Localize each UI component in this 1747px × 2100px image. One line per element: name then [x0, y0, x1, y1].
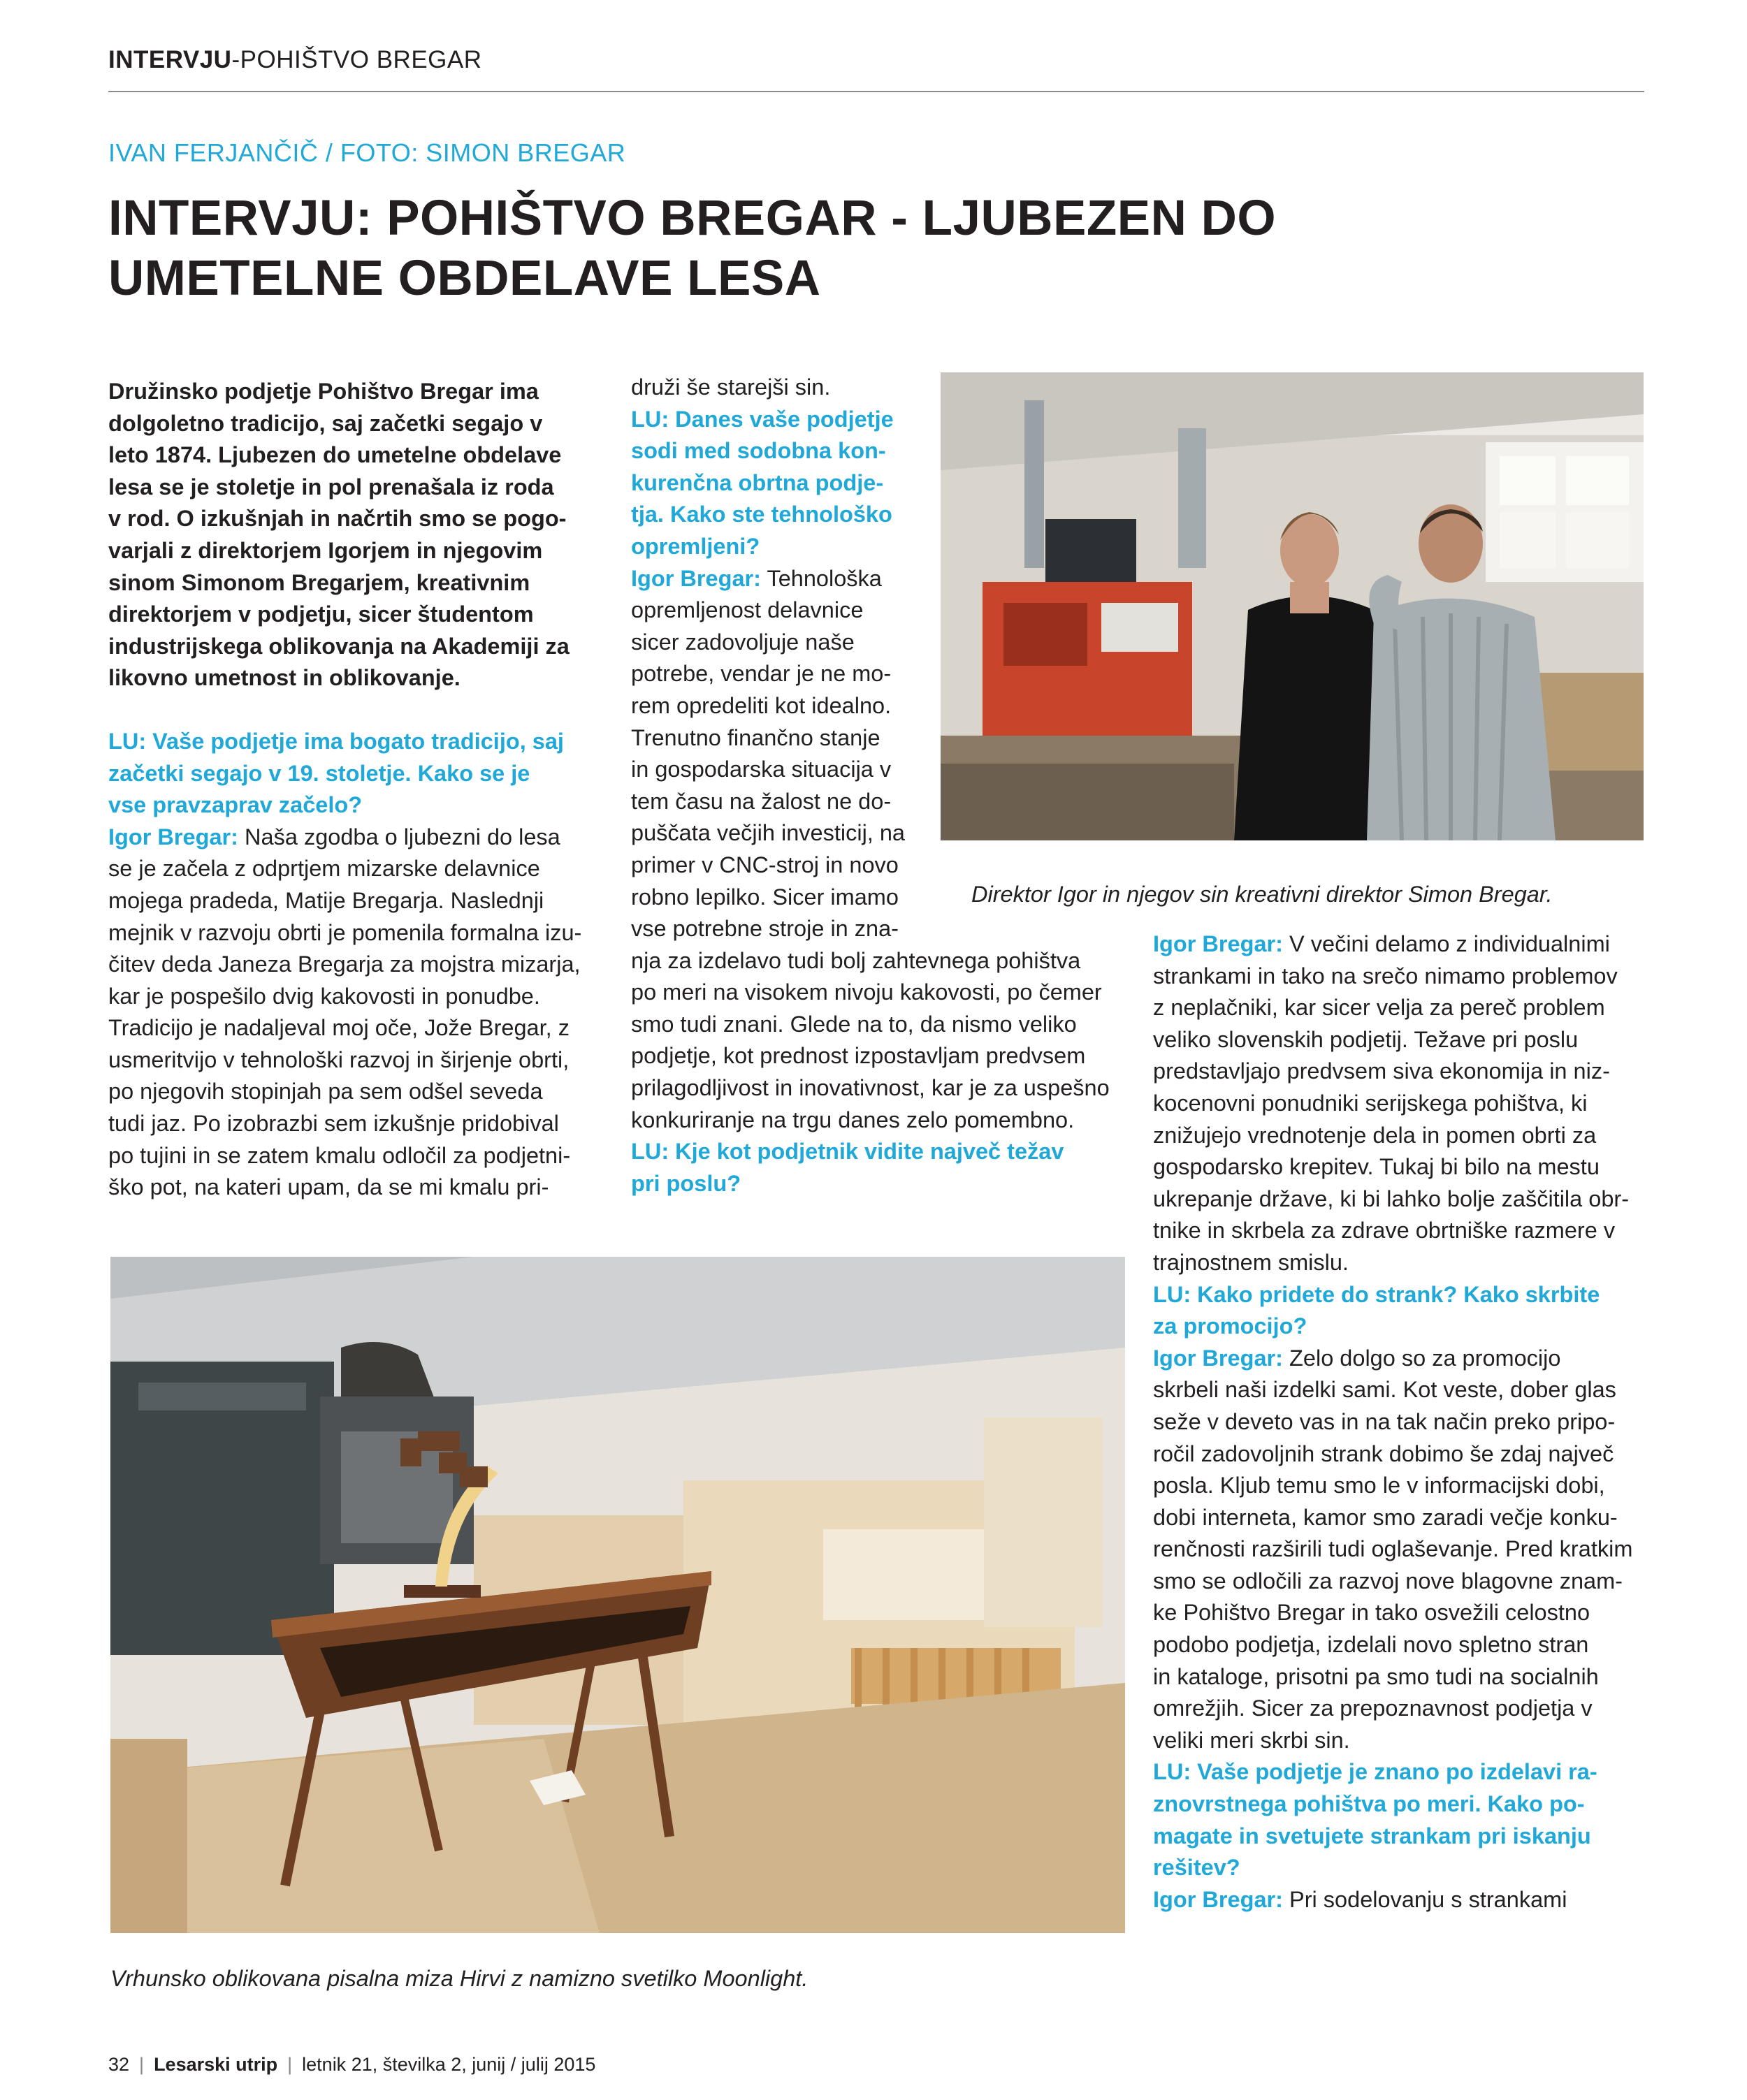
question-4 [1153, 1279, 1656, 1343]
answer-line: prilagodljivost in inovativnost, kar je za uspešno [631, 1075, 1110, 1101]
answer-line: rem opredeliti kot idealno. [631, 692, 892, 718]
answer-line: veliko slovenskih podjetij. Težave pri poslu [1153, 1026, 1579, 1052]
answer-line: trajnostnem smislu. [1153, 1249, 1349, 1275]
question-1 [108, 726, 611, 822]
lead-line: sinom Simonom Bregarjem, kreativnim [108, 569, 530, 595]
header-divider [108, 91, 1644, 92]
lead-line: v rod. O izkušnjah in načrtih smo se pogo- [108, 506, 567, 532]
question-line: rešitev? [1153, 1855, 1240, 1881]
lead-line: varjali z direktorjem Igorjem in njegovim [108, 537, 543, 563]
answer-line: konkuriranje na trgu danes zelo pomembno. [631, 1107, 1075, 1132]
question-line: LU: Danes vaše podjetje [631, 406, 894, 432]
lead-line: leto 1874. Ljubezen do umetelne obdelave [108, 442, 562, 468]
answer-line: po meri na visokem nivoju kakovosti, po čemer [631, 979, 1102, 1005]
page-number: 32 [108, 2054, 130, 2075]
answer-line: tudi jaz. Po izobrazbi sem izkušnje pridobival [108, 1111, 559, 1137]
lead-line: dolgoletno tradicijo, saj začetki segajo v [108, 410, 543, 436]
answer-line: mejnik v razvoju obrti je pomenila formalna izu- [108, 919, 582, 945]
magazine-name: Lesarski utrip [154, 2054, 278, 2075]
answer-line: ročil zadovoljnih strank dobimo še zdaj največ [1153, 1441, 1614, 1466]
answer-line: primer v CNC-stroj in novo [631, 852, 899, 877]
answer-line: in kataloge, prisotni pa smo tudi na socialnih [1153, 1663, 1599, 1689]
answer-line: po tujini in se zatem kmalu odločil za podjetni- [108, 1142, 571, 1168]
answer-line: omrežjih. Sicer za prepoznavnost podjetja v [1153, 1696, 1593, 1721]
question-line: magate in svetujete strankam pri iskanju [1153, 1823, 1591, 1849]
answer-line: vse potrebne stroje in zna- [631, 916, 899, 942]
question-3 [631, 1136, 1134, 1200]
answer-line: znižujejo vrednotenje dela in pomen obrti za [1153, 1122, 1597, 1148]
question-line: znovrstnega pohištva po meri. Kako po- [1153, 1791, 1585, 1817]
lead-line: lesa se je stoletje in pol prenašala iz roda [108, 474, 554, 500]
question-line: LU: Kako pridete do strank? Kako skrbite [1153, 1281, 1600, 1307]
issue-info: letnik 21, številka 2, junij / julij 2015 [302, 2054, 596, 2075]
answer-line: smo se odločili za razvoj nove blagovne znam- [1153, 1568, 1623, 1594]
photo-desk-lamp [110, 1257, 1125, 1933]
photo-caption-top: Direktor Igor in njegov sin kreativni direktor Simon Bregar. [971, 882, 1553, 907]
answer-4: Igor Bregar: Zelo dolgo so za promocijo skrbeli naši izdelki sami. Kot veste, dober glas seže v deveto vas in na tak način preko pripo- ročil zadovoljnih strank dobimo še zdaj največ posla. Kljub temu smo le v informacijski dobi, dobi interneta, kamor smo zaradi večje konku- renčnosti razširili tudi oglaševanje. Pred kratkim smo se odločili za razvoj nove blagovne znam- ke Pohištvo Bregar in tako osvežili celostno podobo podjetja, izdelali novo spletno stran in kataloge, prisotni pa smo tudi na socialnih omrežjih. Sicer za prepoznavnost podjetja v veliki meri skrbi sin. [1153, 1343, 1656, 1757]
answer-line: čitev deda Janeza Bregarja za mojstra mizarja, [108, 951, 581, 977]
photo-caption-bottom: Vrhunsko oblikovana pisalna miza Hirvi z namizno svetilko Moonlight. [110, 1966, 809, 1991]
answer-line: opremljenost delavnice [631, 597, 864, 623]
lead-line: Družinsko podjetje Pohištvo Bregar ima [108, 379, 539, 404]
answer-line: ke Pohištvo Bregar in tako osvežili celostno [1153, 1600, 1590, 1626]
answer-line: in gospodarska situacija v [631, 757, 892, 782]
question-line: kurenčna obrtna podje- [631, 469, 884, 495]
section-label: INTERVJU-POHIŠTVO BREGAR [108, 46, 482, 73]
question-line: LU: Vaše podjetje je znano po izdelavi ra- [1153, 1759, 1597, 1785]
answer-line: tem času na žalost ne do- [631, 788, 892, 814]
lead-line: industrijskega oblikovanja na Akademiji za [108, 633, 570, 659]
answer-line: kar je pospešilo dvig kakovosti in ponudbe. [108, 983, 540, 1009]
answer-line: nja za izdelavo tudi bolj zahtevnega pohištva [631, 947, 1081, 973]
answer-line: ukrepanje države, ki bi lahko bolje zaščitila obr- [1153, 1186, 1630, 1211]
answer-line: podjetje, kot prednost izpostavljam predvsem [631, 1043, 1086, 1069]
answer-line: sicer zadovoljuje naše [631, 629, 855, 655]
answer-line: Tradicijo je nadaljeval moj oče, Jože Bregar, z [108, 1015, 570, 1041]
answer-line: Trenutno finančno stanje [631, 724, 880, 750]
answer-line: skrbeli naši izdelki sami. Kot veste, dober glas [1153, 1377, 1616, 1403]
answer-line: usmeritvijo v tehnološki razvoj in širjenje obrti, [108, 1047, 570, 1072]
answer-line: puščata večjih investicij, na [631, 820, 905, 846]
article-headline: INTERVJU: POHIŠTVO BREGAR - LJUBEZEN DO UMETELNE OBDELAVE LESA [108, 191, 1277, 306]
byline: IVAN FERJANČIČ / FOTO: SIMON BREGAR [108, 138, 626, 167]
question-line: začetki segajo v 19. stoletje. Kako se je [108, 760, 530, 786]
answer-1: Igor Bregar: Naša zgodba o ljubezni do lesa se je začela z odprtjem mizarske delavnice mojega pradeda, Matije Bregarja. Naslednji mejnik v razvoju obrti je pomenila formalna izu- čitev deda Janeza Bregarja za mojstra mizarja, kar je pospešilo dvig kakovosti in ponudbe. Tradicijo je nadaljeval moj oče, Jože Bregar, z usmeritvijo v tehnološki razvoj in širjenje obrti, po njegovih stopinjah pa sem odšel seveda tudi jaz. Po izobrazbi sem izkušnje pridobival po tujini in se zatem kmalu odločil za podjetni- ško pot, na kateri upam, da se mi kmalu pri- [108, 822, 611, 1204]
question-line: tja. Kako ste tehnološko [631, 502, 892, 527]
answer-line: gospodarsko krepitev. Tukaj bi bilo na mestu [1153, 1154, 1600, 1180]
answer-3: Igor Bregar: V večini delamo z individualnimi strankami in tako na srečo nimamo problemov z neplačniki, kar sicer velja za pereč problem veliko slovenskih podjetij. Težave pri poslu predstavljajo predvsem siva ekonomija in niz- kocenovni ponudniki serijskega pohištva, ki znižujejo vrednotenje dela in pomen obrti za gospodarsko krepitev. Tukaj bi bilo na mestu ukrepanje države, ki bi lahko bolje zaščitila obr- tnike in skrbela za zdrave obrtniške razmere v trajnostnem smislu. [1153, 928, 1656, 1279]
lead-paragraph [108, 376, 611, 694]
answer-line: robno lepilko. Sicer imamo [631, 884, 899, 910]
photo-workshop-portrait [941, 372, 1644, 840]
question-line: sodi med sodobna kon- [631, 438, 886, 464]
question-line: vse pravzaprav začelo? [108, 792, 363, 818]
answer-line: renčnosti razširili tudi oglaševanje. Pred kratkim [1153, 1536, 1633, 1562]
answer-line: mojega pradeda, Matije Bregarja. Naslednji [108, 887, 544, 913]
answer-line: strankami in tako na srečo nimamo problemov [1153, 963, 1618, 989]
question-line: za promocijo? [1153, 1313, 1307, 1339]
answer-line: podobo podjetja, izdelali novo spletno stran [1153, 1632, 1589, 1658]
answer-line: seže v deveto vas in na tak način preko pripo- [1153, 1408, 1616, 1434]
question-line: opremljeni? [631, 533, 760, 559]
answer-line: z neplačniki, kar sicer velja za pereč problem [1153, 995, 1605, 1021]
answer-line: veliki meri skrbi sin. [1153, 1727, 1350, 1753]
answer-line: se je začela z odprtjem mizarske delavnice [108, 856, 540, 882]
answer-line: dobi interneta, kamor smo zaradi večje konku- [1153, 1504, 1618, 1530]
question-line: LU: Kje kot podjetnik vidite največ težav [631, 1139, 1064, 1165]
answer-line: po njegovih stopinjah pa sem odšel seveda [108, 1079, 543, 1104]
answer-line: tnike in skrbela za zdrave obrtniške razmere v [1153, 1218, 1616, 1244]
answer-line: kocenovni ponudniki serijskega pohištva, ki [1153, 1090, 1588, 1116]
answer-2: Igor Bregar: Tehnološka opremljenost delavnice sicer zadovoljuje naše potrebe, vendar je ne mo- rem opredeliti kot idealno. Trenutno finančno stanje in gospodarska situacija v tem času na žalost ne do- puščata večjih investicij, na primer v CNC-stroj in novo robno lepilko. Sicer imamo vse potrebne stroje in zna- nja za izdelavo tudi bolj zahtevnega pohištva po meri na visokem nivoju kakovosti, po čemer smo tudi znani. Glede na to, da nismo veliko podjetje, kot prednost izpostavljam predvsem prilagodljivost in inovativnost, kar je za uspešno konkuriranje na trgu danes zelo pomembno. [631, 563, 1134, 1137]
answer-line: posla. Kljub temu smo le v informacijski dobi, [1153, 1473, 1605, 1499]
continued-text: druži še starejši sin. [631, 374, 831, 400]
page-footer: 32 | Lesarski utrip | letnik 21, številka 2, junij / julij 2015 [108, 2054, 596, 2075]
lead-line: direktorjem v podjetju, sicer študentom [108, 601, 534, 627]
question-5 [1153, 1756, 1656, 1883]
answer-line: potrebe, vendar je ne mo- [631, 661, 892, 687]
question-line: LU: Vaše podjetje ima bogato tradicijo, saj [108, 728, 564, 754]
column-3 [1153, 928, 1656, 1916]
answer-line: ško pot, na kateri upam, da se mi kmalu pri- [108, 1174, 549, 1200]
lead-line: likovno umetnost in oblikovanje. [108, 665, 461, 691]
answer-line: smo tudi znani. Glede na to, da nismo veliko [631, 1011, 1077, 1037]
column-1 [108, 376, 611, 1204]
answer-5: Igor Bregar: Pri sodelovanju s strankami [1153, 1886, 1567, 1912]
question-line: pri poslu? [631, 1170, 741, 1196]
answer-line: predstavljajo predvsem siva ekonomija in niz- [1153, 1058, 1610, 1084]
